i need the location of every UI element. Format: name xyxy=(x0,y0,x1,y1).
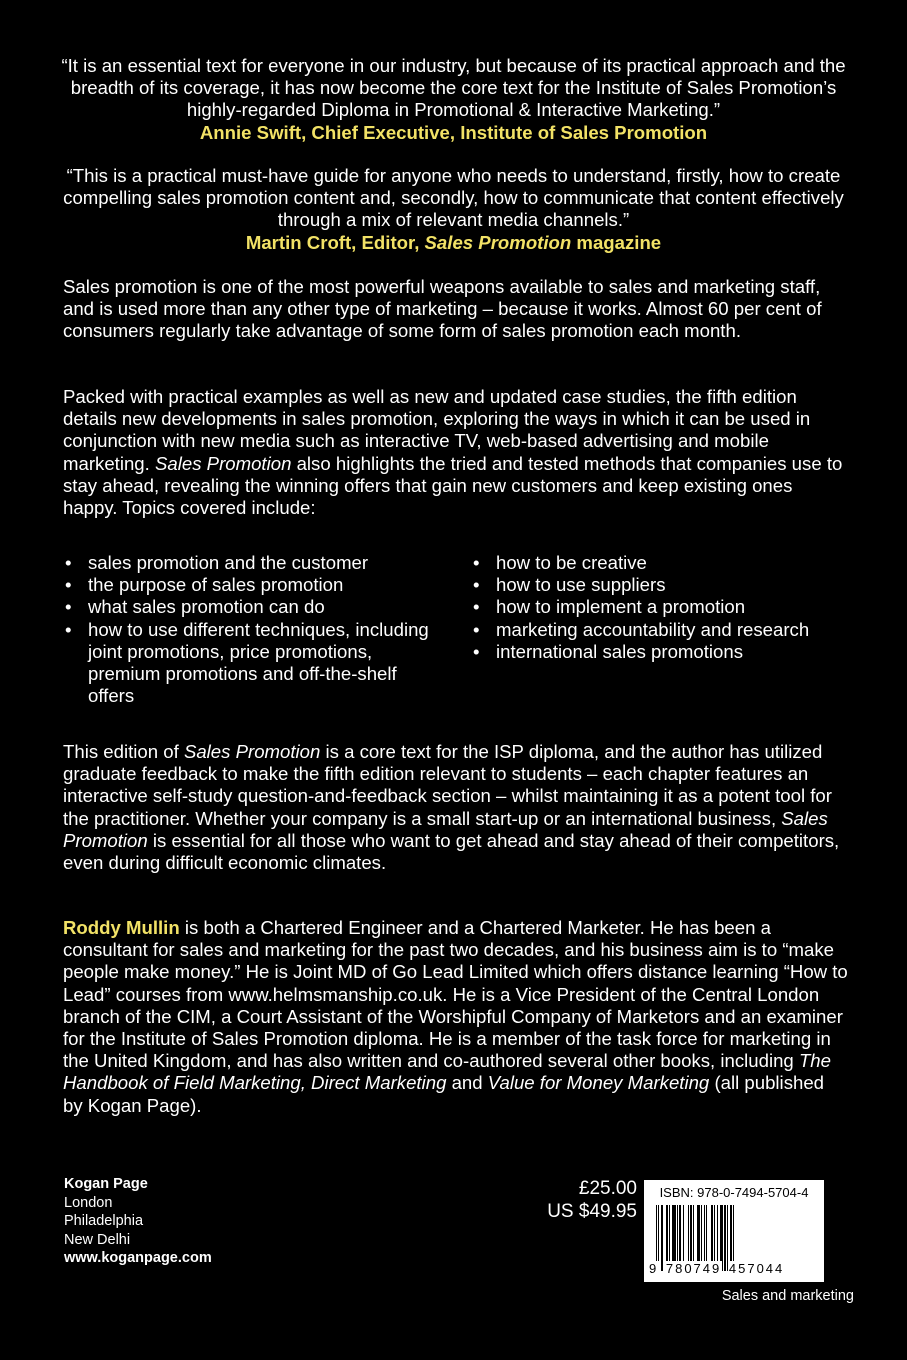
publisher-info xyxy=(64,1175,212,1268)
list-item: • how to use different techniques, including joint promotions, price promotions, premium promotions and off-the-shelf offers xyxy=(63,619,443,708)
barcode-digits: 9 780749 457044 xyxy=(649,1261,785,1276)
list-item: • what sales promotion can do xyxy=(63,596,443,618)
quote-text: “It is an essential text for everyone in our industry, but because of its practical approach and the breadth of its coverage, it has now become the core text for the Institute of Sales Promotion’s highly-regarded Diploma in Promotional & Interactive Marketing.” xyxy=(61,55,846,121)
publisher-url: www.koganpage.com xyxy=(64,1250,212,1266)
publisher-city: Philadelphia xyxy=(64,1213,144,1229)
price-usd: US $49.95 xyxy=(547,1201,637,1222)
list-item: • marketing accountability and research xyxy=(471,619,861,641)
price xyxy=(547,1177,637,1223)
list-item: • international sales promotions xyxy=(471,641,861,663)
list-item: • how to be creative xyxy=(471,552,861,574)
description-paragraph: Packed with practical examples as well as new and updated case studies, the fifth edition details new developments in sales promotion, exploring the ways in which it can be used in conjunction with new media such as interactive TV, web-based advertising and mobile marketing. Sales Promotion also highlights the tried and tested methods that companies use to stay ahead, revealing the winning offers that gain new customers and keep existing ones happy. Topics covered include: xyxy=(63,386,843,519)
list-item: • the purpose of sales promotion xyxy=(63,574,443,596)
quote-2 xyxy=(50,165,857,254)
edition-paragraph: This edition of Sales Promotion is a core text for the ISP diploma, and the author has utilized graduate feedback to make the fifth edition relevant to students – each chapter features an interactive self-study question-and-feedback section – whilst maintaining it as a potent tool for the practitioner. Whether your company is a small start-up or an international business, Sales Promotion is essential for all those who want to get ahead and stay ahead of their competitors, even during difficult economic climates. xyxy=(63,741,840,874)
topics-list-left xyxy=(63,552,443,707)
category-label: Sales and marketing xyxy=(721,1288,854,1304)
list-item: • how to implement a promotion xyxy=(471,596,861,618)
list-item: • how to use suppliers xyxy=(471,574,861,596)
quote-attribution: Martin Croft, Editor, Sales Promotion magazine xyxy=(245,231,662,253)
quote-attribution: Annie Swift, Chief Executive, Institute of Sales Promotion xyxy=(199,121,708,143)
price-gbp: £25.00 xyxy=(578,1178,637,1199)
quote-text: “This is a practical must-have guide for anyone who needs to understand, firstly, how to create compelling sales promotion content and, secondly, how to communicate that content effectively through a mix of relevant media channels.” xyxy=(63,165,844,231)
list-item: • sales promotion and the customer xyxy=(63,552,443,574)
publisher-city: New Delhi xyxy=(64,1231,131,1248)
topics-list-right xyxy=(471,552,861,663)
publisher-city: London xyxy=(64,1194,113,1211)
isbn-label: ISBN: 978-0-7494-5704-4 xyxy=(659,1185,809,1200)
author-name: Roddy Mullin xyxy=(63,917,180,938)
author-bio: Roddy Mullin is both a Chartered Engineer and a Chartered Marketer. He has been a consultant for sales and marketing for the past two decades, and his business aim is to “make people make money.” He is Joint MD of Go Lead Limited which offers distance learning “How to Lead” courses from www.helmsmanship.co.uk. He is a Vice President of the Central London branch of the CIM, a Court Assistant of the Worshipful Company of Marketors and an examiner for the Institute of Sales Promotion diploma. He is a member of the task force for marketing in the United Kingdom, and has also written and co-authored several other books, including The Handbook of Field Marketing, Direct Marketing and Value for Money Marketing (all published by Kogan Page). xyxy=(63,917,848,1116)
publisher-name: Kogan Page xyxy=(64,1176,148,1192)
intro-paragraph: Sales promotion is one of the most powerful weapons available to sales and marketing staff, and is used more than any other type of marketing – because it works. Almost 60 per cent of consumers regularly take advantage of some form of sales promotion each month. xyxy=(63,276,822,342)
quote-1 xyxy=(50,55,857,144)
isbn-barcode xyxy=(644,1180,824,1282)
